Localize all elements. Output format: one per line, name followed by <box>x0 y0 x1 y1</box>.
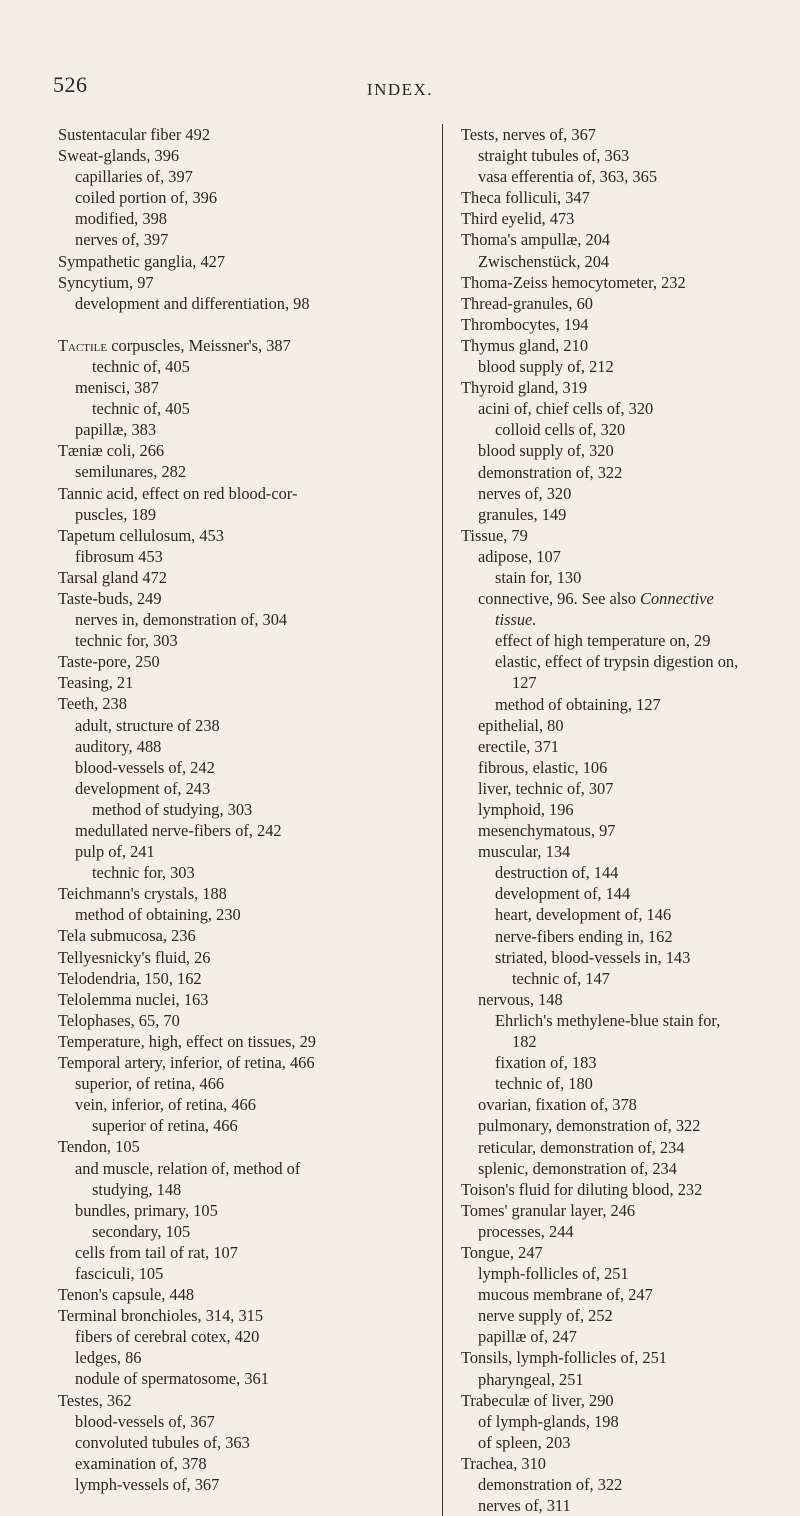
index-subentry: papillæ of, 247 <box>478 1327 577 1347</box>
index-subentry: medullated nerve-fibers of, 242 <box>75 821 282 840</box>
index-entry: Thoma's ampullæ, 204 <box>461 230 611 250</box>
index-subentry: development of, 243 <box>75 778 211 798</box>
index-entry: Tapetum cellulosum, 453 <box>58 525 224 545</box>
index-subentry: capillaries of, 397 <box>75 167 193 187</box>
index-subentry: nervous, 148 <box>478 989 563 1009</box>
index-entry: Tongue, 247 <box>461 1242 543 1262</box>
index-subentry: auditory, 488 <box>75 736 162 756</box>
index-entry: Telolemma nuclei, 163 <box>58 989 209 1009</box>
index-entry: Thyroid gland, 319 <box>461 378 588 398</box>
index-entry: Tela submucosa, 236 <box>58 926 196 946</box>
index-subentry: method of obtaining, 127 <box>495 694 661 714</box>
index-entry: Tæniæ coli, 266 <box>58 441 165 461</box>
index-subentry: reticular, demonstration of, 234 <box>478 1137 685 1157</box>
index-subentry: demonstration of, 322 <box>478 1475 623 1494</box>
index-entry: Temporal artery, inferior, of retina, 466 <box>58 1053 315 1073</box>
index-subentry: pharyngeal, 251 <box>478 1369 584 1389</box>
index-subentry: adipose, 107 <box>478 546 561 566</box>
index-subentry: lymph-vessels of, 367 <box>75 1474 220 1494</box>
index-entry: Tenon's capsule, 448 <box>58 1285 195 1305</box>
index-subentry: processes, 244 <box>478 1221 574 1241</box>
index-entry: Terminal bronchioles, 314, 315 <box>58 1306 264 1326</box>
index-subentry: of lymph-glands, 198 <box>478 1411 619 1431</box>
index-entry: Taste-buds, 249 <box>58 588 162 608</box>
index-subentry: and muscle, relation of, method of <box>75 1158 301 1178</box>
index-subentry: blood supply of, 320 <box>478 441 614 461</box>
index-subentry: superior of retina, 466 <box>92 1116 238 1136</box>
index-subentry: heart, development of, 146 <box>495 905 672 925</box>
index-subentry: examination of, 378 <box>75 1453 207 1473</box>
index-subentry: splenic, demonstration of, 234 <box>478 1158 677 1178</box>
index-subentry: convoluted tubules of, 363 <box>75 1432 250 1452</box>
index-subentry: ledges, 86 <box>75 1348 142 1368</box>
index-subentry: granules, 149 <box>478 504 567 524</box>
index-subentry: development and differentiation, 98 <box>75 293 310 313</box>
index-subentry: ovarian, fixation of, 378 <box>478 1095 637 1115</box>
index-subentry: nodule of spermatosome, 361 <box>75 1369 269 1389</box>
index-subentry: development of, 144 <box>495 884 631 904</box>
index-subentry: puscles, 189 <box>75 504 157 524</box>
index-subentry: fixation of, 183 <box>495 1053 597 1073</box>
index-subentry: technic of, 147 <box>512 968 610 988</box>
index-subentry: mesenchymatous, 97 <box>478 821 616 841</box>
index-subentry: blood-vessels of, 242 <box>75 757 215 777</box>
index-entry: Third eyelid, 473 <box>461 209 575 229</box>
index-subentry: method of obtaining, 230 <box>75 905 241 925</box>
index-subentry: superior, of retina, 466 <box>75 1074 225 1094</box>
index-subentry: cells from tail of rat, 107 <box>75 1242 238 1262</box>
index-subentry: nerves of, 397 <box>75 230 169 250</box>
page-number: 526 <box>53 72 88 97</box>
index-subentry: technic of, 180 <box>495 1074 593 1094</box>
index-subentry: semilunares, 282 <box>75 462 187 482</box>
index-subentry: Ehrlich's methylene-blue stain for, <box>495 1010 721 1030</box>
index-subentry: vein, inferior, of retina, 466 <box>75 1095 256 1115</box>
index-entry: Theca folliculi, 347 <box>461 188 590 208</box>
index-entry: Toison's fluid for diluting blood, 232 <box>461 1179 703 1199</box>
index-subentry: mucous membrane of, 247 <box>478 1285 653 1305</box>
index-entry: Trachea, 310 <box>461 1453 546 1473</box>
index-subentry: acini of, chief cells of, 320 <box>478 399 654 419</box>
index-subentry: blood supply of, 212 <box>478 357 614 377</box>
index-subentry: striated, blood-vessels in, 143 <box>495 947 691 967</box>
index-entry: Thread-granules, 60 <box>461 293 593 313</box>
index-subentry: stain for, 130 <box>495 567 582 587</box>
index-subentry: vasa efferentia of, 363, 365 <box>478 167 658 187</box>
index-subentry: liver, technic of, 307 <box>478 778 614 798</box>
index-entry: Telophases, 65, 70 <box>58 1010 180 1030</box>
index-subentry: lymphoid, 196 <box>478 800 574 819</box>
index-entry: Testes, 362 <box>58 1390 132 1410</box>
index-subentry: technic for, 303 <box>75 631 178 651</box>
index-subentry: of spleen, 203 <box>478 1432 571 1452</box>
index-subentry: menisci, 387 <box>75 378 159 398</box>
index-subentry: nerves of, 320 <box>478 483 572 503</box>
index-entry: Thrombocytes, 194 <box>461 314 589 334</box>
index-subentry: demonstration of, 322 <box>478 462 623 482</box>
index-subentry: epithelial, 80 <box>478 715 564 735</box>
index-subentry: Zwischenstück, 204 <box>478 251 610 271</box>
index-entry: Teasing, 21 <box>58 673 134 693</box>
index-subentry: erectile, 371 <box>478 736 560 756</box>
index-subentry: nerve-fibers ending in, 162 <box>495 926 673 946</box>
index-subentry: studying, 148 <box>92 1179 182 1199</box>
index-subentry: connective, 96. See also Connective <box>478 589 714 609</box>
index-subentry: modified, 398 <box>75 209 167 229</box>
index-subentry: fibrous, elastic, 106 <box>478 757 608 777</box>
index-subentry: coiled portion of, 396 <box>75 188 218 208</box>
index-entry: Telodendria, 150, 162 <box>58 968 202 988</box>
index-entry: Thoma-Zeiss hemocytometer, 232 <box>461 272 686 292</box>
index-entry: Teeth, 238 <box>58 694 127 714</box>
index-subentry: bundles, primary, 105 <box>75 1200 218 1220</box>
index-subentry: pulp of, 241 <box>75 842 155 862</box>
index-subentry: technic for, 303 <box>92 863 195 883</box>
index-entry: Temperature, high, effect on tissues, 29 <box>58 1031 316 1051</box>
index-subentry: adult, structure of 238 <box>75 715 220 735</box>
index-entry: Trabeculæ of liver, 290 <box>461 1390 614 1410</box>
index-subentry: fasciculi, 105 <box>75 1263 164 1283</box>
index-entry: Tellyesnicky's fluid, 26 <box>58 947 211 967</box>
index-subentry: fibrosum 453 <box>75 546 163 566</box>
index-subentry: muscular, 134 <box>478 842 571 862</box>
index-subentry: nerve supply of, 252 <box>478 1306 613 1326</box>
index-subentry: blood-vessels of, 367 <box>75 1411 215 1431</box>
index-entry: Teichmann's crystals, 188 <box>58 884 227 904</box>
index-crossref: Connective <box>640 589 714 609</box>
index-subentry: destruction of, 144 <box>495 863 619 883</box>
index-entry: Tonsils, lymph-follicles of, 251 <box>461 1348 667 1368</box>
index-entry: Tissue, 79 <box>461 525 528 545</box>
index-entry: Sustentacular fiber 492 <box>58 125 211 144</box>
index-entry: Tactile corpuscles, Meissner's, 387 <box>58 335 291 355</box>
index-subentry: colloid cells of, 320 <box>495 420 626 440</box>
index-subentry: method of studying, 303 <box>92 799 253 819</box>
index-subentry: nerves in, demonstration of, 304 <box>75 610 288 630</box>
index-subentry: tissue. <box>495 610 537 630</box>
index-entry: Tannic acid, effect on red blood-cor- <box>58 483 298 503</box>
index-entry: Syncytium, 97 <box>58 272 154 292</box>
index-gap <box>58 314 428 335</box>
index-subentry: effect of high temperature on, 29 <box>495 631 711 651</box>
index-subentry: technic of, 405 <box>92 399 190 419</box>
index-column-right <box>442 124 800 1516</box>
index-subentry: fibers of cerebral cotex, 420 <box>75 1327 260 1347</box>
index-subentry: 127 <box>512 673 537 693</box>
index-subentry: straight tubules of, 363 <box>478 146 630 166</box>
index-subentry: papillæ, 383 <box>75 420 157 440</box>
index-entry: Taste-pore, 250 <box>58 652 160 672</box>
running-head: INDEX. <box>366 80 434 99</box>
index-subentry: 182 <box>512 1032 537 1052</box>
index-entry: Thymus gland, 210 <box>461 335 589 355</box>
index-subentry: nerves of, 311 <box>478 1496 571 1516</box>
index-entry: Tests, nerves of, 367 <box>461 125 596 144</box>
index-entry: Sympathetic ganglia, 427 <box>58 251 226 271</box>
index-column-left <box>58 124 428 1495</box>
index-subentry: lymph-follicles of, 251 <box>478 1264 629 1284</box>
index-subentry: elastic, effect of trypsin digestion on, <box>495 652 739 672</box>
index-subentry: pulmonary, demonstration of, 322 <box>478 1116 701 1136</box>
index-subentry: technic of, 405 <box>92 356 190 376</box>
index-entry: Tarsal gland 472 <box>58 567 168 587</box>
index-subentry: secondary, 105 <box>92 1221 191 1241</box>
index-entry: Tendon, 105 <box>58 1137 140 1157</box>
index-entry: Sweat-glands, 396 <box>58 146 180 166</box>
index-entry: Tomes' granular layer, 246 <box>461 1200 636 1220</box>
